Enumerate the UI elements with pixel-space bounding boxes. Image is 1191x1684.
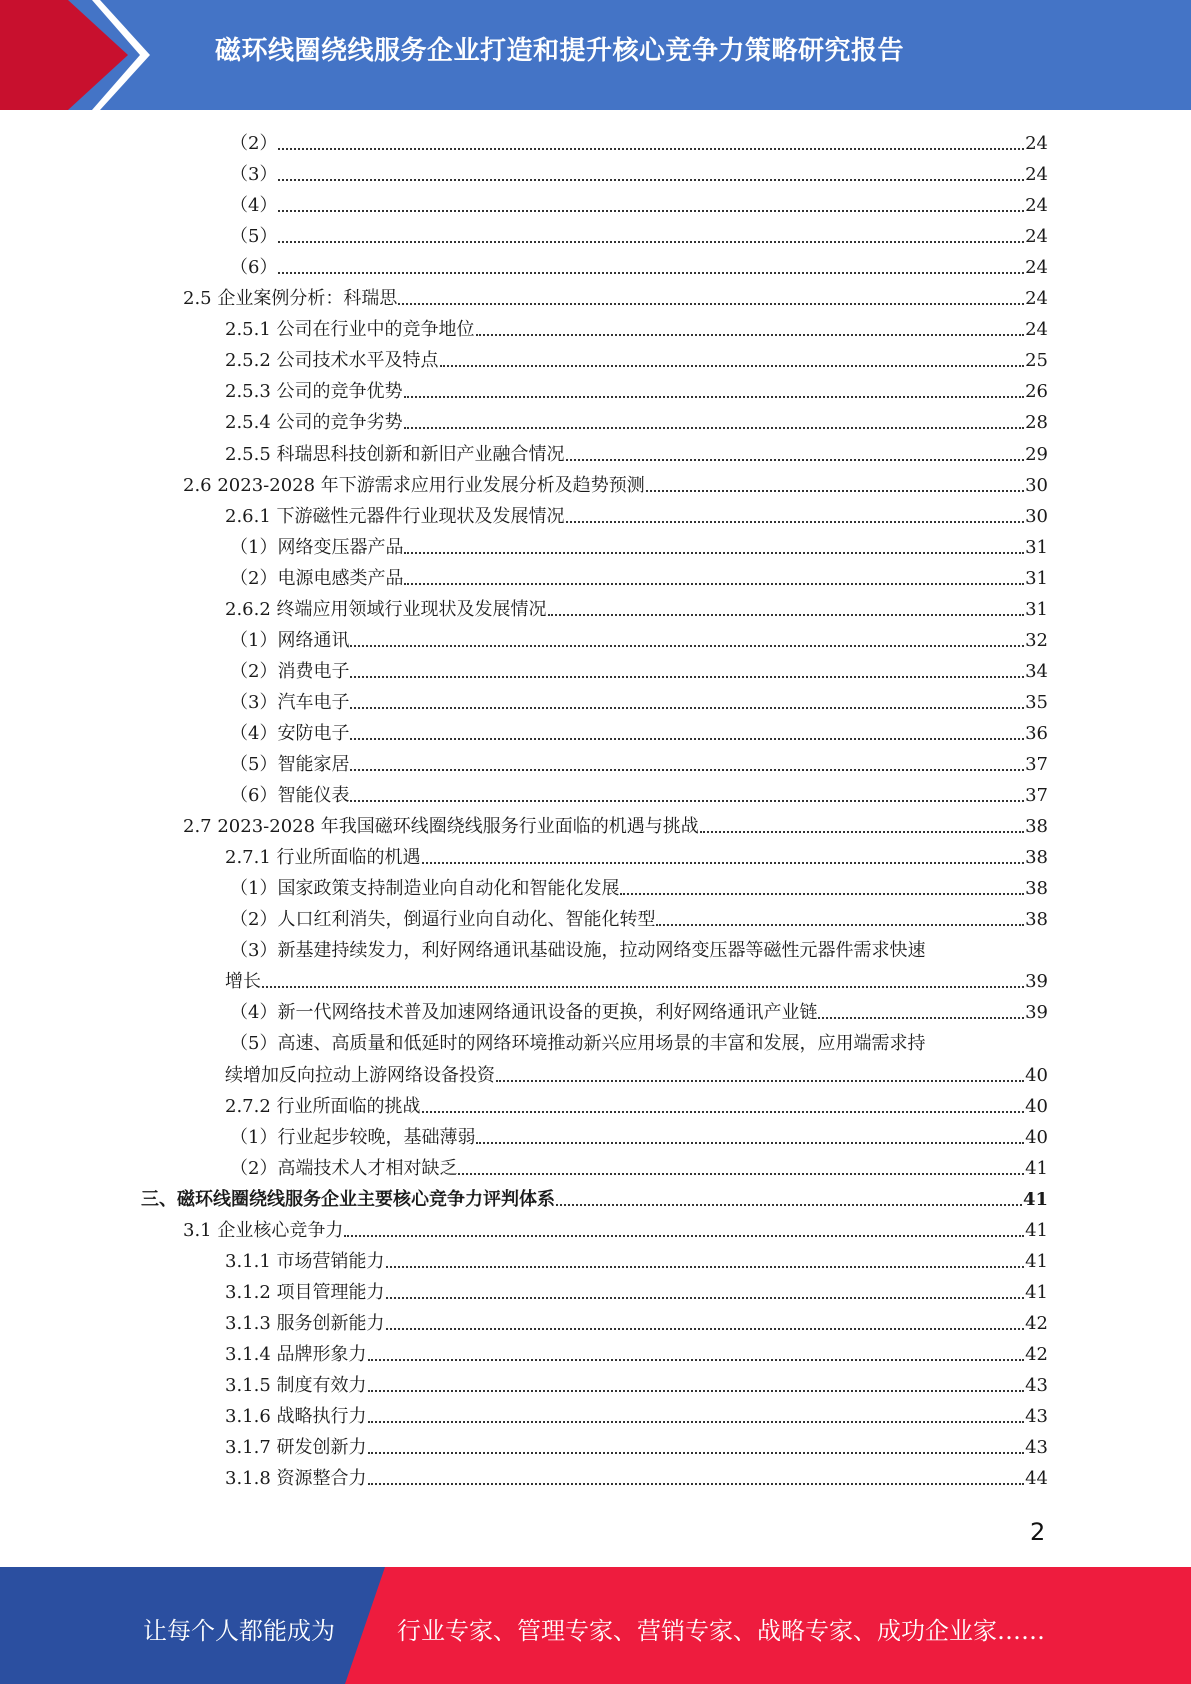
- toc-dot-leader: [818, 1017, 1024, 1019]
- toc-dot-leader: [566, 521, 1025, 523]
- toc-entry[interactable]: [230, 190, 1048, 221]
- toc-entry[interactable]: [183, 1215, 1048, 1246]
- toc-entry[interactable]: [230, 687, 1048, 718]
- toc-entry-page: 30: [1025, 505, 1048, 527]
- toc-entry-page: 38: [1025, 878, 1048, 900]
- toc-entry[interactable]: [230, 532, 1048, 563]
- toc-entry-label: （3）汽车电子: [230, 691, 350, 713]
- toc-entry-page: 43: [1025, 1406, 1048, 1428]
- toc-entry-page: 31: [1025, 536, 1048, 558]
- toc-entry-page: 26: [1025, 381, 1048, 403]
- toc-entry-label: 3.1.5 制度有效力: [225, 1375, 367, 1396]
- toc-entry-label: 3.1.2 项目管理能力: [225, 1281, 385, 1303]
- toc-entry-page: 25: [1025, 350, 1048, 372]
- toc-entry-label: （1）网络通讯: [230, 629, 350, 651]
- footer-slogan-left: 让每个人都能成为: [143, 1617, 335, 1645]
- toc-entry[interactable]: [225, 501, 1048, 532]
- toc-entry-label: （1）网络变压器产品: [230, 536, 404, 558]
- toc-dot-leader: [386, 1266, 1025, 1268]
- toc-entry[interactable]: [225, 1277, 1048, 1308]
- toc-entry-continuation[interactable]: [225, 1060, 1048, 1091]
- toc-entry[interactable]: [225, 314, 1048, 345]
- toc-entry[interactable]: [183, 811, 1048, 842]
- toc-entry-label: 2.6.2 终端应用领域行业现状及发展情况: [225, 598, 547, 620]
- toc-entry-label: 2.6 2023-2028 年下游需求应用行业发展分析及趋势预测: [183, 474, 645, 496]
- toc-dot-leader: [368, 1452, 1025, 1454]
- toc-entry[interactable]: [230, 1153, 1048, 1184]
- toc-entry-page: 24: [1025, 288, 1048, 310]
- toc-entry-page: 44: [1025, 1468, 1048, 1490]
- toc-entry-page: 30: [1025, 474, 1048, 496]
- toc-entry-page: 40: [1025, 1064, 1048, 1086]
- toc-entry-page: 24: [1025, 319, 1048, 341]
- toc-dot-leader: [278, 272, 1024, 274]
- toc-dot-leader: [700, 831, 1024, 833]
- toc-dot-leader: [422, 1111, 1025, 1113]
- toc-entry-label: 3.1.3 服务创新能力: [225, 1312, 385, 1334]
- toc-entry-page: 39: [1025, 971, 1048, 993]
- toc-entry-page: 34: [1025, 660, 1048, 682]
- toc-entry-label: （4）安防电子: [230, 722, 350, 744]
- toc-entry-label: （1）国家政策支持制造业向自动化和智能化发展: [230, 878, 620, 900]
- toc-entry-label: （5）: [230, 226, 278, 248]
- toc-entry-page: 36: [1025, 722, 1048, 744]
- toc-entry[interactable]: [230, 1122, 1048, 1153]
- toc-entry-page: 32: [1025, 629, 1048, 651]
- toc-entry[interactable]: [230, 625, 1048, 656]
- toc-entry-label: 2.5.2 公司技术水平及特点: [225, 350, 439, 372]
- toc-entry[interactable]: [225, 1246, 1048, 1277]
- toc-entry-page: 41: [1025, 1219, 1048, 1241]
- toc-dot-leader: [404, 427, 1025, 429]
- toc-entry[interactable]: [230, 221, 1048, 252]
- toc-dot-leader: [350, 645, 1024, 647]
- toc-entry-page: 38: [1025, 816, 1048, 838]
- toc-entry[interactable]: [225, 1432, 1048, 1463]
- toc-dot-leader: [344, 1235, 1024, 1237]
- toc-dot-leader: [556, 1204, 1022, 1206]
- toc-entry-label: 2.5 企业案例分析：科瑞思: [183, 288, 398, 310]
- toc-dot-leader: [404, 552, 1024, 554]
- toc-entry[interactable]: [225, 1370, 1048, 1401]
- toc-entry-page: 42: [1025, 1312, 1048, 1334]
- toc-entry-page: 24: [1025, 195, 1048, 217]
- toc-entry-label: （3）新基建持续发力，利好网络通讯基础设施，拉动网络变压器等磁性元器件需求快速: [230, 940, 926, 962]
- toc-dot-leader: [278, 210, 1024, 212]
- toc-dot-leader: [656, 924, 1024, 926]
- toc-entry-page: 39: [1025, 1002, 1048, 1024]
- toc-entry-page: 24: [1025, 164, 1048, 186]
- page-footer: [0, 1567, 1191, 1684]
- toc-entry[interactable]: [225, 1308, 1048, 1339]
- toc-entry[interactable]: [225, 439, 1048, 470]
- toc-entry-label: 三、磁环线圈绕线服务企业主要核心竞争力评判体系: [141, 1188, 555, 1210]
- toc-entry-page: 37: [1025, 754, 1048, 775]
- toc-entry[interactable]: [225, 1091, 1048, 1122]
- footer-slogan-right: 行业专家、管理专家、营销专家、战略专家、成功企业家……: [397, 1617, 1045, 1645]
- toc-entry-page: 40: [1025, 1095, 1048, 1117]
- toc-entry-label: 3.1.1 市场营销能力: [225, 1250, 385, 1272]
- toc-dot-leader: [350, 769, 1024, 771]
- toc-entry[interactable]: [230, 718, 1048, 749]
- toc-dot-leader: [278, 179, 1024, 181]
- toc-entry-page: 37: [1025, 785, 1048, 807]
- toc-entry-label: 2.7.2 行业所面临的挑战: [225, 1095, 421, 1117]
- toc-dot-leader: [350, 738, 1024, 740]
- toc-entry[interactable]: [183, 283, 1048, 314]
- header-red-arrow: [0, 0, 150, 110]
- toc-dot-leader: [350, 676, 1024, 678]
- toc-entry[interactable]: [230, 873, 1048, 904]
- toc-entry-label: 3.1.8 资源整合力: [225, 1468, 367, 1490]
- toc-entry-page: 43: [1025, 1375, 1048, 1396]
- toc-entry-page: 31: [1025, 567, 1048, 589]
- toc-entry[interactable]: [225, 376, 1048, 407]
- toc-entry-page: 29: [1025, 443, 1048, 465]
- toc-entry-label: （4）: [230, 195, 278, 217]
- toc-entry-label: 2.5.5 科瑞思科技创新和新旧产业融合情况: [225, 443, 565, 465]
- toc-entry[interactable]: [230, 159, 1048, 190]
- toc-dot-leader: [496, 1080, 1024, 1082]
- toc-dot-leader: [386, 1328, 1025, 1330]
- toc-entry[interactable]: [225, 407, 1048, 438]
- page-number: 2: [1030, 1518, 1046, 1546]
- toc-entry-label: （2）高端技术人才相对缺乏: [230, 1157, 458, 1179]
- toc-entry-label: （2）: [230, 133, 278, 154]
- toc-dot-leader: [646, 490, 1024, 492]
- toc-entry-label: 2.7 2023-2028 年我国磁环线圈绕线服务行业面临的机遇与挑战: [183, 816, 699, 838]
- toc-entry-label: （1）行业起步较晚，基础薄弱: [230, 1126, 476, 1148]
- toc-entry-page: 31: [1025, 598, 1048, 620]
- toc-entry-label: 2.6.1 下游磁性元器件行业现状及发展情况: [225, 505, 565, 527]
- toc-entry-label: 2.5.3 公司的竞争优势: [225, 381, 403, 403]
- toc-entry-page: 38: [1025, 909, 1048, 931]
- toc-entry-label: 3.1.6 战略执行力: [225, 1406, 367, 1428]
- toc-entry-page: 24: [1025, 257, 1048, 279]
- toc-dot-leader: [262, 986, 1024, 988]
- toc-entry-page: 35: [1025, 691, 1048, 713]
- toc-dot-leader: [458, 1173, 1024, 1175]
- toc-entry[interactable]: [230, 1028, 1048, 1059]
- toc-dot-leader: [398, 303, 1024, 305]
- toc-dot-leader: [566, 459, 1025, 461]
- toc-entry[interactable]: [225, 1339, 1048, 1370]
- toc-entry-page: 41: [1025, 1281, 1048, 1303]
- toc-entry[interactable]: [230, 749, 1048, 780]
- toc-entry-label: （6）: [230, 257, 278, 279]
- toc-dot-leader: [620, 893, 1024, 895]
- toc-entry-label: 3.1 企业核心竞争力: [183, 1219, 344, 1241]
- toc-entry[interactable]: [230, 780, 1048, 811]
- toc-dot-leader: [404, 396, 1025, 398]
- toc-entry[interactable]: [230, 656, 1048, 687]
- toc-entry-page: 41: [1025, 1157, 1048, 1179]
- toc-dot-leader: [422, 862, 1025, 864]
- toc-entry[interactable]: [225, 594, 1048, 625]
- toc-entry-label: （5）高速、高质量和低延时的网络环境推动新兴应用场景的丰富和发展，应用端需求持: [230, 1033, 926, 1055]
- toc-entry-label: （4）新一代网络技术普及加速网络通讯设备的更换，利好网络通讯产业链: [230, 1002, 818, 1024]
- toc-entry-label: （2）人口红利消失，倒逼行业向自动化、智能化转型: [230, 909, 656, 931]
- toc-dot-leader: [368, 1483, 1025, 1485]
- toc-entry-label: （2）电源电感类产品: [230, 567, 404, 589]
- toc-entry[interactable]: [230, 997, 1048, 1028]
- toc-dot-leader: [368, 1390, 1025, 1392]
- toc-entry[interactable]: [183, 470, 1048, 501]
- toc-entry-page: 42: [1025, 1343, 1048, 1365]
- toc-entry[interactable]: [230, 252, 1048, 283]
- toc-dot-leader: [278, 241, 1024, 243]
- toc-dot-leader: [548, 614, 1025, 616]
- toc-entry[interactable]: [225, 842, 1048, 873]
- toc-entry-page: 40: [1025, 1126, 1048, 1148]
- toc-dot-leader: [368, 1421, 1025, 1423]
- page-header: [0, 0, 1191, 110]
- toc-entry[interactable]: [225, 345, 1048, 376]
- toc-entry-page: 41: [1025, 1250, 1048, 1272]
- toc-entry-page: 28: [1025, 412, 1048, 434]
- toc-entry-label: 增长: [225, 971, 261, 993]
- toc-entry[interactable]: [225, 1463, 1048, 1494]
- toc-chapter-heading[interactable]: [141, 1184, 1048, 1215]
- toc-entry-label: 2.5.1 公司在行业中的竞争地位: [225, 319, 475, 341]
- report-title: 磁环线圈绕线服务企业打造和提升核心竞争力策略研究报告: [215, 36, 905, 66]
- toc-entry-label: 3.1.7 研发创新力: [225, 1437, 367, 1459]
- toc-entry[interactable]: [230, 128, 1048, 159]
- toc-dot-leader: [440, 365, 1025, 367]
- toc-entry-label: （2）消费电子: [230, 660, 350, 682]
- toc-entry[interactable]: [225, 1401, 1048, 1432]
- toc-dot-leader: [476, 1142, 1024, 1144]
- toc-entry[interactable]: [230, 935, 1048, 966]
- toc-entry-page: 38: [1025, 847, 1048, 869]
- toc-entry-label: 2.7.1 行业所面临的机遇: [225, 847, 421, 869]
- toc-dot-leader: [350, 800, 1024, 802]
- toc-entry-label: （6）智能仪表: [230, 785, 350, 807]
- toc-entry[interactable]: [230, 563, 1048, 594]
- toc-entry-label: （3）: [230, 164, 278, 186]
- toc-entry-label: （5）智能家居: [230, 754, 350, 775]
- toc-entry-page: 24: [1025, 226, 1048, 248]
- toc-entry-label: 3.1.4 品牌形象力: [225, 1343, 367, 1365]
- toc-dot-leader: [278, 148, 1024, 150]
- toc-entry-label: 2.5.4 公司的竞争劣势: [225, 412, 403, 434]
- toc-entry-continuation[interactable]: [225, 966, 1048, 997]
- toc-entry-page: 43: [1025, 1437, 1048, 1459]
- toc-dot-leader: [386, 1297, 1025, 1299]
- toc-dot-leader: [476, 334, 1025, 336]
- toc-entry-page: 24: [1025, 133, 1048, 154]
- toc-entry-page: 41: [1022, 1188, 1048, 1210]
- toc-entry-label: 续增加反向拉动上游网络设备投资: [225, 1064, 495, 1086]
- toc-dot-leader: [404, 583, 1024, 585]
- toc-dot-leader: [368, 1359, 1025, 1361]
- toc-entry[interactable]: [230, 904, 1048, 935]
- toc-dot-leader: [350, 707, 1024, 709]
